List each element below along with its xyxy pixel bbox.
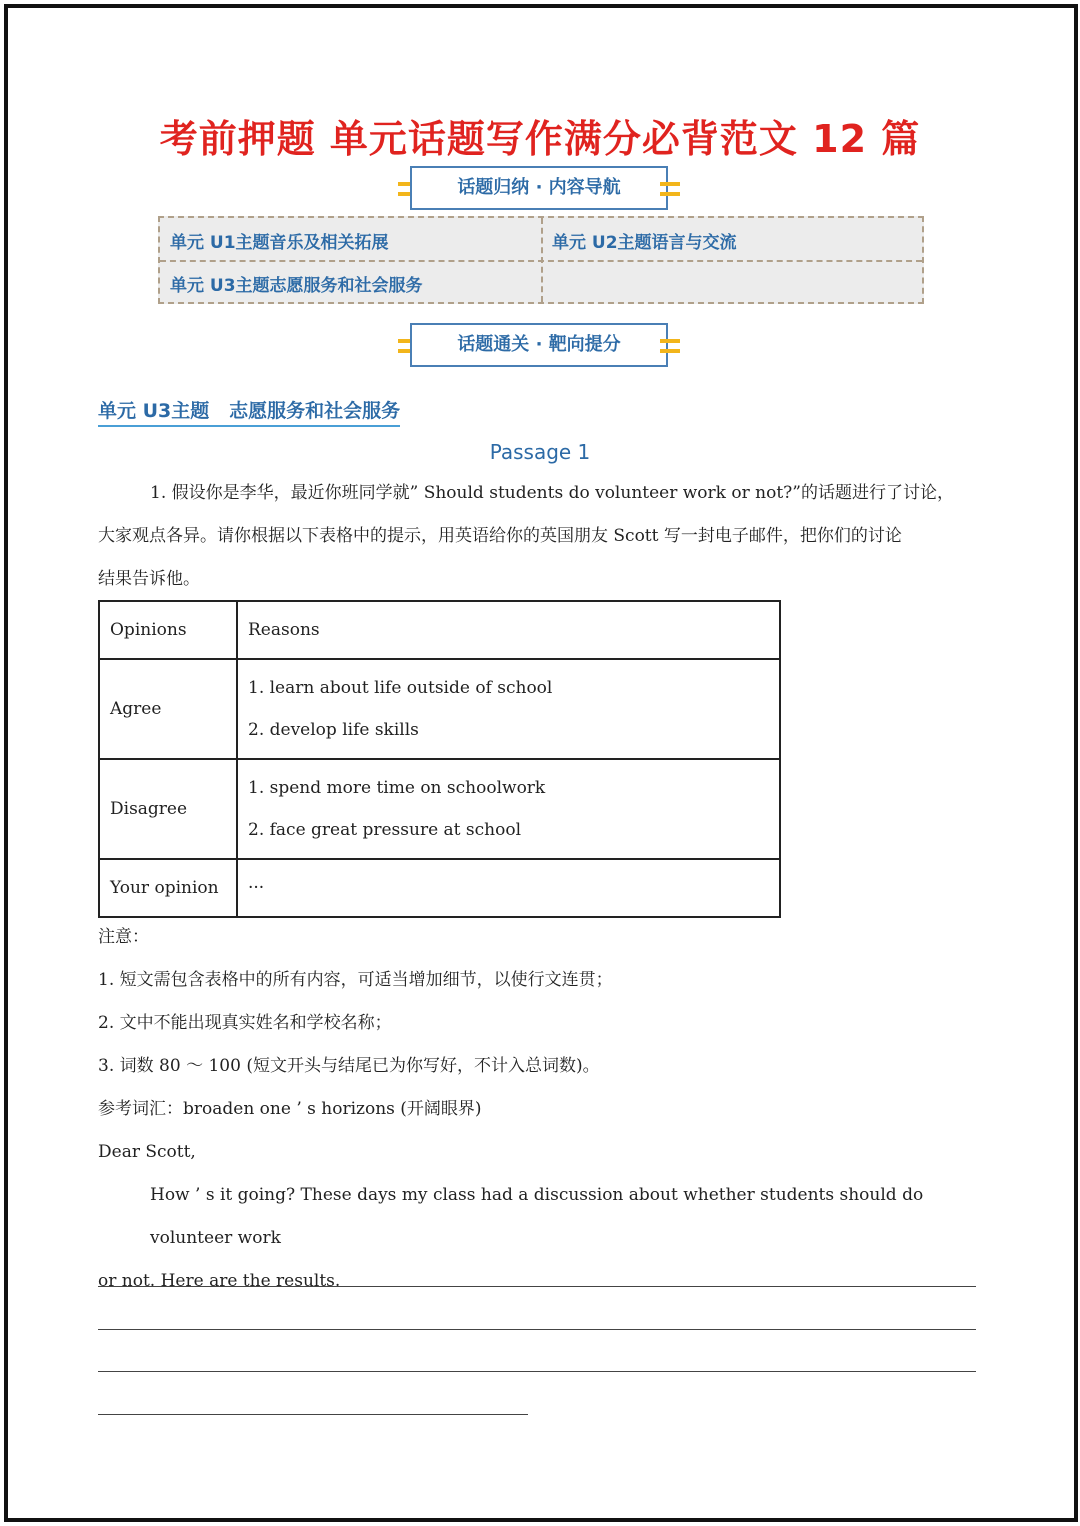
nav-badge: 话题归纳 · 内容导航 [410, 166, 668, 210]
reason: 1. learn about life outside of school [248, 678, 553, 698]
reason: 1. spend more time on schoolwork [248, 778, 546, 798]
prompt-line: 大家观点各异。请你根据以下表格中的提示，用英语给你的英国朋友 Scott 写一封电子邮件，把你们的讨论 [98, 526, 902, 546]
answer-line[interactable] [98, 1286, 976, 1287]
your-opinion-label: Your opinion [99, 859, 237, 917]
equal-icon [660, 180, 680, 200]
topic-nav [158, 216, 924, 304]
answer-line[interactable] [98, 1329, 976, 1330]
nav-item-u2[interactable]: 单元 U2主题语言与交流 [552, 233, 737, 253]
table-row [99, 759, 780, 859]
vocab-hint: 参考词汇：broaden one ’ s horizons (开阔眼界) [98, 1099, 482, 1119]
practice-badge: 话题通关 · 靶向提分 [410, 323, 668, 367]
note-item: 1. 短文需包含表格中的所有内容，可适当增加细节，以使行文连贯； [98, 970, 613, 990]
unit-heading: 单元 U3主题 志愿服务和社会服务 [98, 396, 400, 427]
divider [541, 218, 543, 302]
letter-line: or not. Here are the results. [98, 1271, 341, 1291]
agree-label: Agree [99, 659, 237, 759]
disagree-reasons [237, 759, 780, 859]
answer-line[interactable] [98, 1371, 976, 1372]
answer-line[interactable] [98, 1414, 528, 1415]
equal-icon [660, 337, 680, 357]
letter-line: How ’ s it going? These days my class had a discussion about whether students should do volunteer work [150, 1185, 924, 1248]
your-opinion-value: ··· [237, 859, 780, 917]
table-row [99, 859, 780, 917]
nav-item-u3[interactable]: 单元 U3主题志愿服务和社会服务 [170, 276, 423, 296]
note-item: 3. 词数 80 ～ 100 (短文开头与结尾已为你写好，不计入总词数)。 [98, 1056, 600, 1076]
nav-item-u1[interactable]: 单元 U1主题音乐及相关拓展 [170, 233, 389, 253]
reason: 2. develop life skills [248, 720, 419, 740]
table-row [99, 601, 780, 659]
page-title: 考前押题 单元话题写作满分必背范文 12 篇 [159, 117, 921, 161]
prompt-line: 结果告诉他。 [98, 569, 200, 589]
opinions-table [98, 600, 781, 918]
disagree-label: Disagree [99, 759, 237, 859]
table-row [99, 659, 780, 759]
prompt [98, 472, 986, 601]
header-opinions: Opinions [99, 601, 237, 659]
reason: 2. face great pressure at school [248, 820, 522, 840]
notes [98, 916, 986, 1303]
header-reasons: Reasons [237, 601, 780, 659]
prompt-line: 1. 假设你是李华，最近你班同学就” Should students do volunteer work or not?”的话题进行了讨论， [150, 483, 954, 503]
note-item: 2. 文中不能出现真实姓名和学校名称； [98, 1013, 392, 1033]
passage-title: Passage 1 [489, 440, 591, 464]
letter-greeting: Dear Scott, [98, 1142, 196, 1162]
agree-reasons [237, 659, 780, 759]
notes-heading: 注意： [98, 927, 149, 947]
